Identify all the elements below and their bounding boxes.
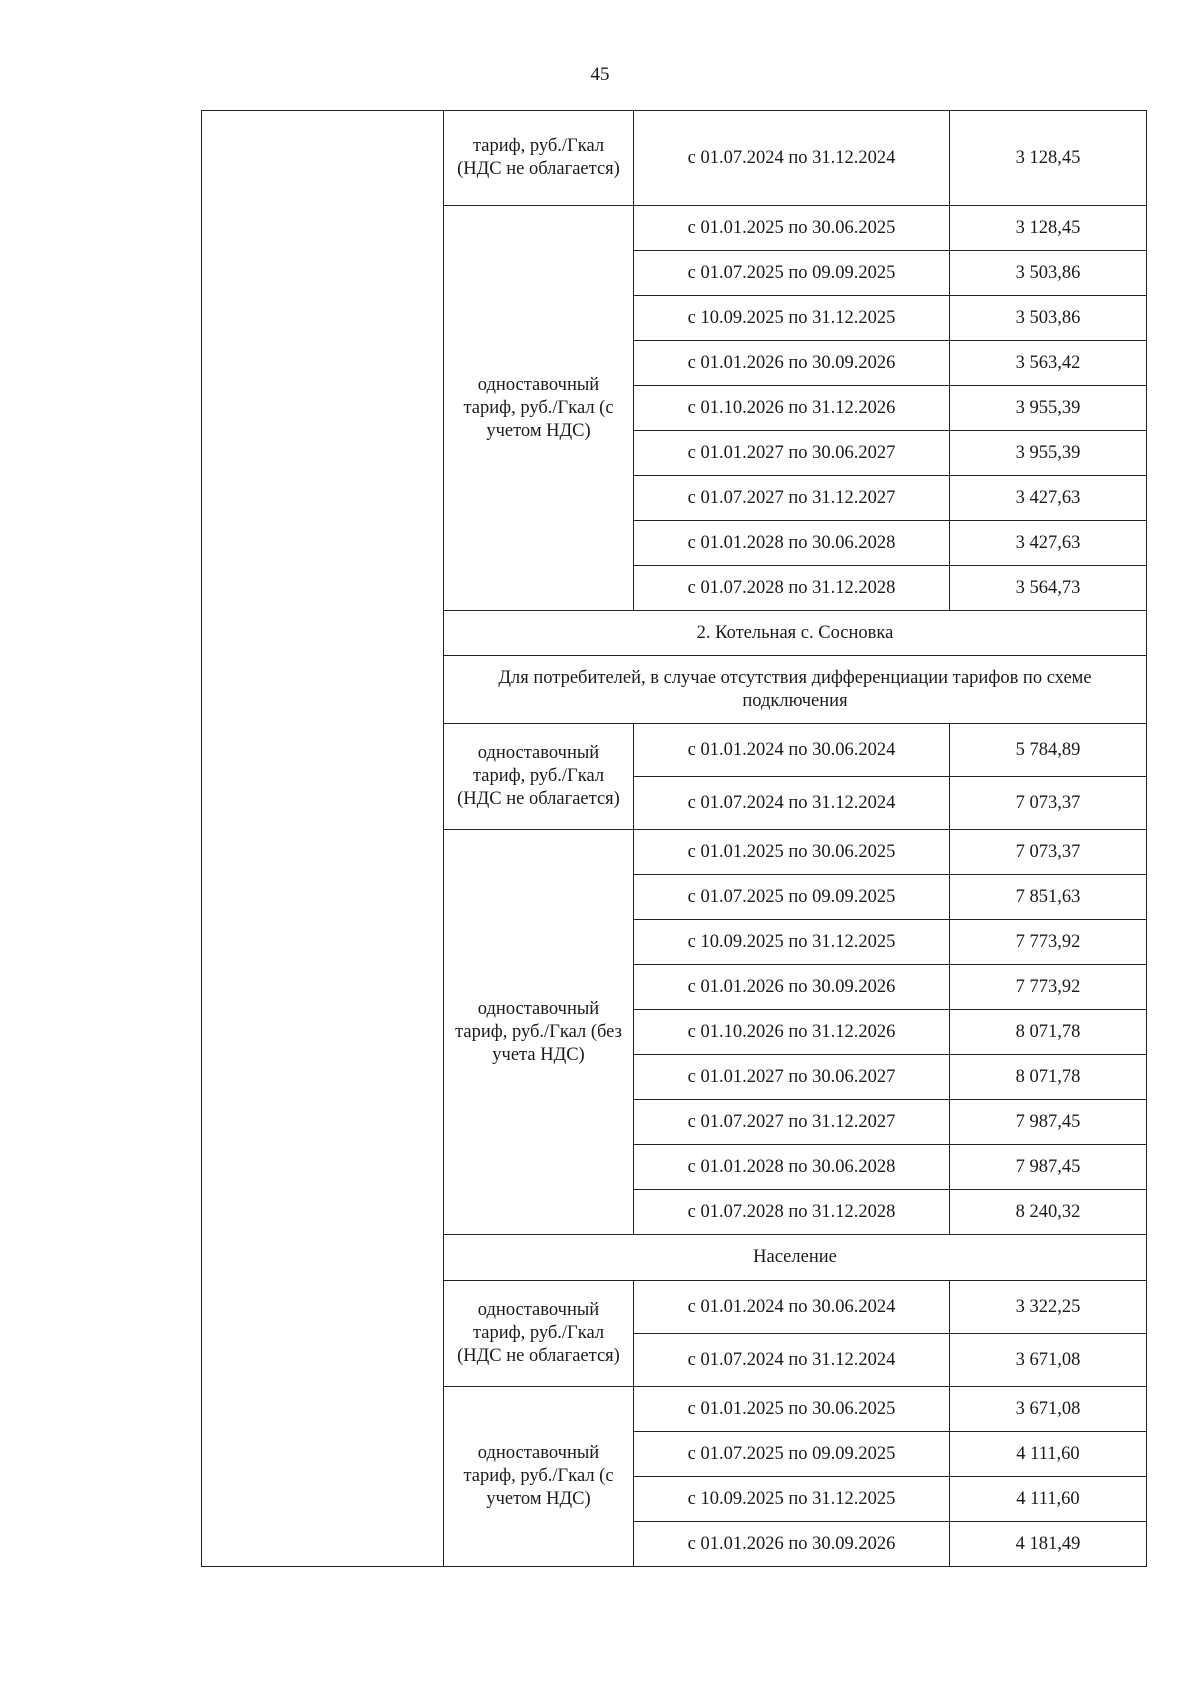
tariff-value-cell: 3 427,63 <box>950 521 1147 566</box>
period-cell: с 01.01.2027 по 30.06.2027 <box>634 1055 950 1100</box>
period-cell: с 01.01.2026 по 30.09.2026 <box>634 341 950 386</box>
period-cell: с 01.07.2027 по 31.12.2027 <box>634 476 950 521</box>
period-cell: с 01.07.2025 по 09.09.2025 <box>634 251 950 296</box>
period-cell: с 01.01.2027 по 30.06.2027 <box>634 431 950 476</box>
tariff-value-cell: 3 563,42 <box>950 341 1147 386</box>
tariff-value-cell: 7 773,92 <box>950 920 1147 965</box>
tariff-value-cell: 7 987,45 <box>950 1100 1147 1145</box>
tariff-value-cell: 3 671,08 <box>950 1334 1147 1387</box>
blank-first-column <box>202 111 444 1567</box>
tariff-value-cell: 7 987,45 <box>950 1145 1147 1190</box>
tariff-type-label: одноставочный тариф, руб./Гкал (с учетом НДС) <box>444 206 634 611</box>
period-cell: с 01.01.2025 по 30.06.2025 <box>634 206 950 251</box>
period-cell: с 01.07.2025 по 09.09.2025 <box>634 875 950 920</box>
period-cell: с 01.07.2028 по 31.12.2028 <box>634 1190 950 1235</box>
period-cell: с 01.01.2024 по 30.06.2024 <box>634 1281 950 1334</box>
tariff-value-cell: 3 503,86 <box>950 296 1147 341</box>
tariff-value-cell: 7 073,37 <box>950 830 1147 875</box>
tariff-row <box>202 111 1147 206</box>
tariff-value-cell: 7 773,92 <box>950 965 1147 1010</box>
tariff-type-label: одноставочный тариф, руб./Гкал (с учетом НДС) <box>444 1387 634 1567</box>
tariff-value-cell: 3 128,45 <box>950 111 1147 206</box>
period-cell: с 01.10.2026 по 31.12.2026 <box>634 386 950 431</box>
period-cell: с 01.01.2024 по 30.06.2024 <box>634 724 950 777</box>
period-cell: с 01.01.2026 по 30.09.2026 <box>634 1522 950 1567</box>
tariff-value-cell: 4 181,49 <box>950 1522 1147 1567</box>
period-cell: с 10.09.2025 по 31.12.2025 <box>634 920 950 965</box>
period-cell: с 01.01.2026 по 30.09.2026 <box>634 965 950 1010</box>
period-cell: с 01.07.2024 по 31.12.2024 <box>634 777 950 830</box>
section-heading: Для потребителей, в случае отсутствия дифференциации тарифов по схеме подключения <box>444 656 1147 724</box>
tariff-type-label: тариф, руб./Гкал (НДС не облагается) <box>444 111 634 206</box>
page-number: 45 <box>590 64 610 85</box>
tariff-value-cell: 3 955,39 <box>950 431 1147 476</box>
section-heading: Население <box>444 1235 1147 1281</box>
tariff-value-cell: 3 564,73 <box>950 566 1147 611</box>
period-cell: с 01.10.2026 по 31.12.2026 <box>634 1010 950 1055</box>
period-cell: с 10.09.2025 по 31.12.2025 <box>634 1477 950 1522</box>
section-heading: 2. Котельная с. Сосновка <box>444 611 1147 656</box>
period-cell: с 01.01.2028 по 30.06.2028 <box>634 521 950 566</box>
tariff-value-cell: 3 128,45 <box>950 206 1147 251</box>
tariff-value-cell: 3 322,25 <box>950 1281 1147 1334</box>
tariff-type-label: одноставочный тариф, руб./Гкал (НДС не облагается) <box>444 1281 634 1387</box>
tariff-type-label: одноставочный тариф, руб./Гкал (НДС не облагается) <box>444 724 634 830</box>
period-cell: с 01.07.2024 по 31.12.2024 <box>634 111 950 206</box>
tariff-value-cell: 7 073,37 <box>950 777 1147 830</box>
tariff-type-label: одноставочный тариф, руб./Гкал (без учета НДС) <box>444 830 634 1235</box>
period-cell: с 01.07.2027 по 31.12.2027 <box>634 1100 950 1145</box>
tariff-value-cell: 7 851,63 <box>950 875 1147 920</box>
tariff-value-cell: 4 111,60 <box>950 1432 1147 1477</box>
period-cell: с 01.07.2025 по 09.09.2025 <box>634 1432 950 1477</box>
period-cell: с 01.07.2024 по 31.12.2024 <box>634 1334 950 1387</box>
tariff-value-cell: 8 071,78 <box>950 1010 1147 1055</box>
tariff-table <box>201 110 1147 1567</box>
tariff-value-cell: 5 784,89 <box>950 724 1147 777</box>
tariff-value-cell: 3 955,39 <box>950 386 1147 431</box>
tariff-value-cell: 8 071,78 <box>950 1055 1147 1100</box>
period-cell: с 10.09.2025 по 31.12.2025 <box>634 296 950 341</box>
period-cell: с 01.01.2025 по 30.06.2025 <box>634 830 950 875</box>
tariff-value-cell: 8 240,32 <box>950 1190 1147 1235</box>
period-cell: с 01.01.2025 по 30.06.2025 <box>634 1387 950 1432</box>
period-cell: с 01.07.2028 по 31.12.2028 <box>634 566 950 611</box>
tariff-value-cell: 3 427,63 <box>950 476 1147 521</box>
tariff-value-cell: 3 671,08 <box>950 1387 1147 1432</box>
period-cell: с 01.01.2028 по 30.06.2028 <box>634 1145 950 1190</box>
tariff-value-cell: 4 111,60 <box>950 1477 1147 1522</box>
tariff-value-cell: 3 503,86 <box>950 251 1147 296</box>
